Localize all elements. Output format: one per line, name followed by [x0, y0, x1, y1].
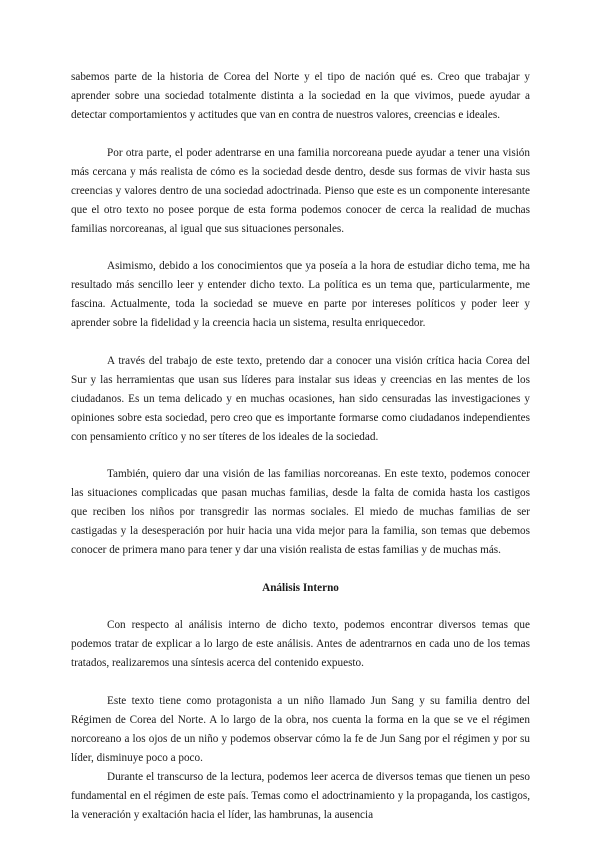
paragraph-family-perspective: Por otra parte, el poder adentrarse en una familia norcoreana puede ayudar a tener una visión más cercana y más realista de cómo es la sociedad desde dentro, desde sus formas de vivir hasta sus creencias y valores dentro de una sociedad adoctrinada. Pienso que este es un componente interesante que el otro texto no posee porque de esta forma podemos conocer de cerca la realidad de muchas familias norcoreanas, al igual que sus situaciones personales.: [71, 146, 530, 235]
paragraph-prior-knowledge: Asimismo, debido a los conocimientos que ya poseía a la hora de estudiar dicho tema, me ha resultado más sencillo leer y entender dicho texto. La política es un tema que, particularmente, me fascina. Actualmente, toda la sociedad se mueve en parte por intereses políticos y poder leer y aprender sobre la fidelidad y la creencia hacia un sistema, resulta enriquecedor.: [71, 260, 530, 329]
paragraph-critical-vision: A través del trabajo de este texto, pretendo dar a conocer una visión crítica hacia Corea del Sur y las herramientas que usan sus líderes para instalar sus ideas y creencias en las mentes de los ciudadanos. Es un tema delicado y en muchas ocasiones, han sido censuradas las investigaciones y opiniones sobre esta sociedad, pero creo que es importante formarse como ciudadanos independientes con pensamiento crítico y no ser títeres de los ideales de la sociedad.: [71, 354, 530, 443]
paragraph-internal-analysis-intro: Con respecto al análisis interno de dicho texto, podemos encontrar diversos temas que podemos tratar de explicar a lo largo de este análisis. Antes de adentrarnos en cada uno de los temas tratados, realizaremos una síntesis acerca del contenido expuesto.: [71, 619, 530, 669]
document-page: [71, 68, 530, 825]
paragraph-family-situations: También, quiero dar una visión de las familias norcoreanas. En este texto, podemos conocer las situaciones complicadas que pasan muchas familias, desde la falta de comida hasta los castigos que reciben los niños por transgredir las normas sociales. El miedo de muchas familias de ser castigadas y la desesperación por huir hacia una vida mejor para la familia, son temas que debemos conocer de primera mano para tener y dar una visión realista de estas familias y de muchas más.: [71, 468, 530, 556]
paragraph-themes: Durante el transcurso de la lectura, podemos leer acerca de diversos temas que tienen un peso fundamental en el régimen de este país. Temas como el adoctrinamiento y la propaganda, los castigos, la veneración y exaltación hacia el líder, las hambrunas, la ausencia: [71, 770, 530, 821]
section-heading: Análisis Interno: [262, 581, 339, 594]
paragraph-intro-continuation: sabemos parte de la historia de Corea del Norte y el tipo de nación qué es. Creo que trabajar y aprender sobre una sociedad totalmente distinta a la sociedad en la que vivimos, puede ayudar a detectar comportamientos y actitudes que van en contra de nuestros valores, creencias e ideales.: [71, 71, 530, 121]
paragraph-synopsis: Este texto tiene como protagonista a un niño llamado Jun Sang y su familia dentro del Régimen de Corea del Norte. A lo largo de la obra, nos cuenta la forma en la que se ve el régimen norcoreano a los ojos de un niño y podemos observar cómo la fe de Jun Sang por el régimen y por su líder, disminuye poco a poco.: [71, 694, 530, 764]
